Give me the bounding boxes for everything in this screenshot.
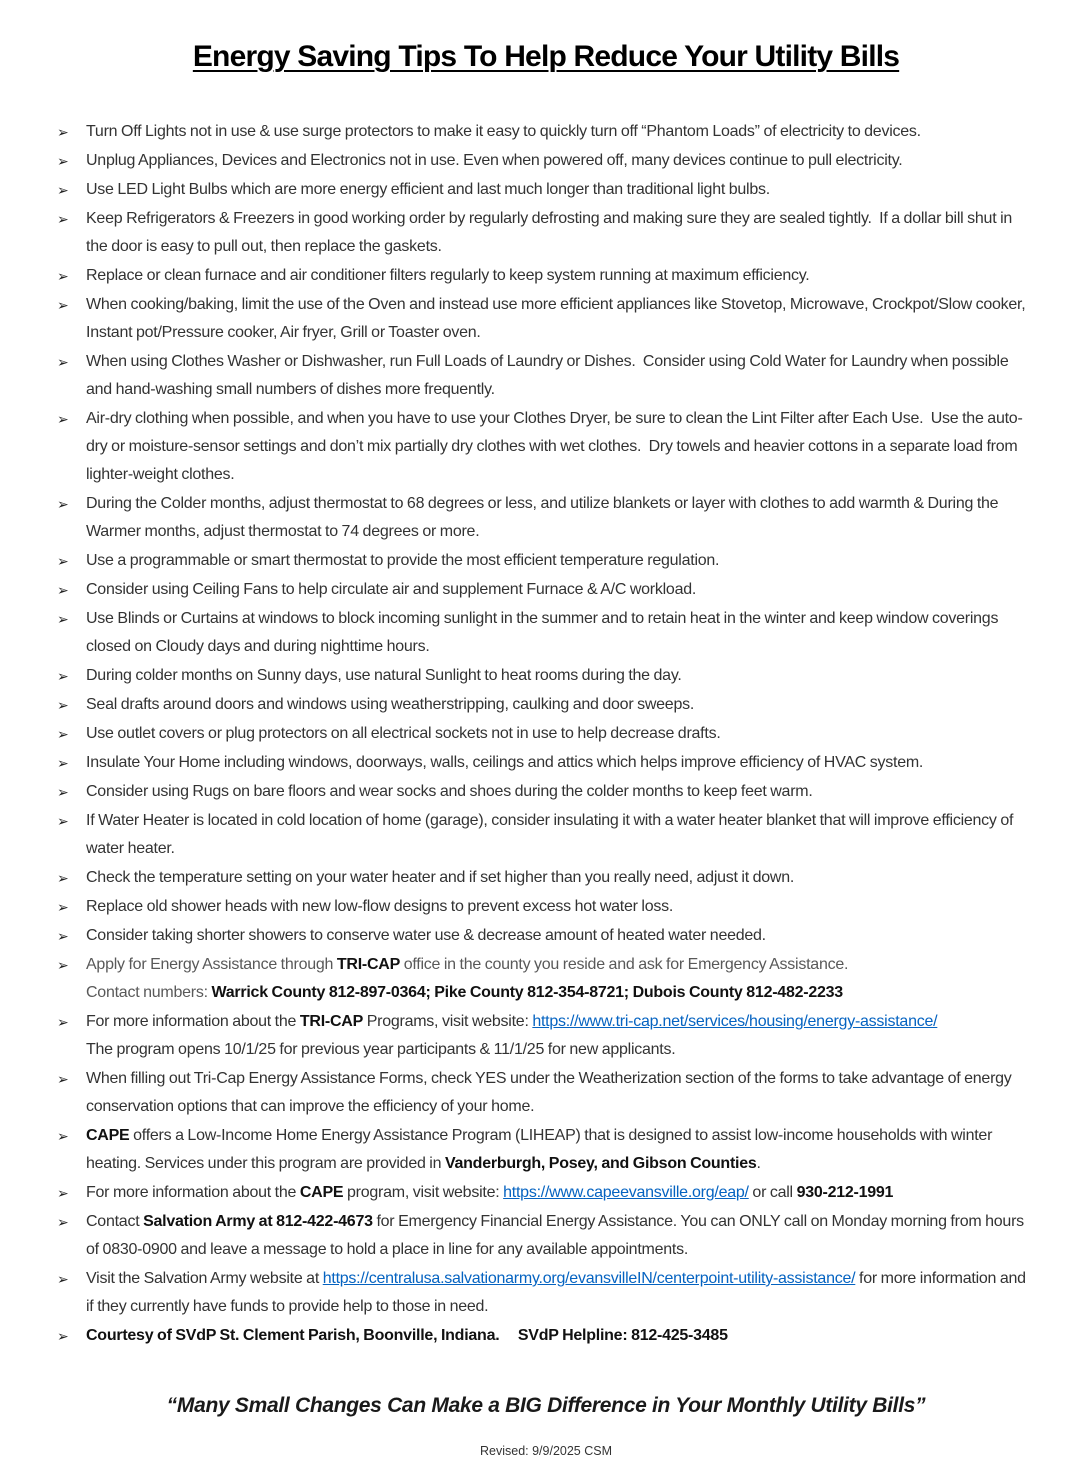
list-item-text [86, 696, 694, 713]
arrow-bullet-icon: ➢ [57, 755, 69, 771]
text-run: Use Blinds or Curtains at windows to block incoming sunlight in the summer and to retain heat in the winter and keep window coverings closed on Cloudy days and during nighttime hours. [86, 610, 999, 655]
hyperlink[interactable]: https://www.capeevansville.org/eap/ [503, 1184, 749, 1201]
bold-text: Salvation Army at 812-422-4673 [143, 1213, 373, 1230]
text-run: When using Clothes Washer or Dishwasher, run Full Loads of Laundry or Dishes. Consider using Cold Water for Laundry when possible and hand-washing small numbers of dishes more frequently. [86, 353, 1009, 398]
list-item-text [86, 812, 1013, 857]
text-run: For more information about the [86, 1013, 300, 1030]
text-run: or call [748, 1184, 797, 1201]
list-item [56, 1322, 1036, 1350]
text-run: Apply for Energy Assistance through [86, 956, 337, 973]
list-item-text [86, 956, 848, 1001]
text-run: for more information and if they currently have funds to provide help to those in need. [86, 1270, 1026, 1315]
list-item-text [86, 1013, 937, 1058]
text-run: When cooking/baking, limit the use of the Oven and instead use more efficient appliances like Stovetop, Microwave, Crockpot/Slow cooker, Instant pot/Pressure cooker, Air fryer, Grill or Toaster oven. [86, 296, 1026, 341]
text-run: Contact numbers: [86, 984, 212, 1001]
arrow-bullet-icon: ➢ [57, 870, 69, 886]
arrow-bullet-icon: ➢ [57, 1214, 69, 1230]
arrow-bullet-icon: ➢ [57, 1271, 69, 1287]
arrow-bullet-icon: ➢ [57, 1071, 69, 1087]
text-run: Consider using Rugs on bare floors and wear socks and shoes during the colder months to keep feet warm. [86, 783, 813, 800]
arrow-bullet-icon: ➢ [57, 124, 69, 140]
arrow-bullet-icon: ➢ [57, 697, 69, 713]
text-run: Contact [86, 1213, 144, 1230]
list-item-text [86, 581, 696, 598]
text-run: When filling out Tri-Cap Energy Assistance Forms, check YES under the Weatherization section of the forms to take advantage of energy conservation options that can improve the efficiency of your home. [86, 1070, 1012, 1115]
bold-text: Vanderburgh, Posey, and Gibson Counties [444, 1155, 757, 1172]
bold-text: 930-212-1991 [796, 1184, 894, 1201]
list-item-text [86, 1184, 893, 1201]
list-item-text [86, 410, 1023, 483]
text-run: Use outlet covers or plug protectors on all electrical sockets not in use to help decrease drafts. [86, 725, 721, 742]
list-item-text [86, 296, 1025, 341]
list-item-text [86, 552, 719, 569]
list-item-text [86, 869, 794, 886]
bold-text: TRI-CAP [336, 956, 401, 973]
text-run: office in the county you reside and ask for Emergency Assistance. [400, 956, 849, 973]
arrow-bullet-icon: ➢ [57, 268, 69, 284]
list-item [56, 1008, 1036, 1064]
arrow-bullet-icon: ➢ [57, 153, 69, 169]
list-item-text [86, 267, 810, 284]
bold-text: CAPE [86, 1127, 130, 1144]
bold-text: Courtesy of SVdP St. Clement Parish, Boonville, Indiana. SVdP Helpline: 812-425-3485 [86, 1327, 728, 1344]
list-item [56, 605, 1036, 661]
text-run: program, visit website: [343, 1184, 504, 1201]
arrow-bullet-icon: ➢ [57, 1328, 69, 1344]
list-item-text [86, 210, 1012, 255]
list-item [56, 749, 1036, 777]
text-run: for Emergency Financial Energy Assistance. You can ONLY call on Monday morning from hours of 0830-0900 and leave a message to hold a place in line for any available appointments. [86, 1213, 1024, 1258]
list-item [56, 262, 1036, 290]
arrow-bullet-icon: ➢ [57, 784, 69, 800]
list-item [56, 893, 1036, 921]
text-run: Keep Refrigerators & Freezers in good working order by regularly defrosting and making sure they are sealed tightly. If a dollar bill shut in the door is easy to pull out, then replace the gaskets. [86, 210, 1013, 255]
text-run: Air-dry clothing when possible, and when you have to use your Clothes Dryer, be sure to clean the Lint Filter after Each Use. Use the auto-dry or moisture-sensor settings and don’t mix partially dry clothes with wet clothes. Dry towels and heavier cottons in a separate load from lighter-weight clothes. [86, 410, 1023, 483]
text-run: Turn Off Lights not in use & use surge protectors to make it easy to quickly turn off “Phantom Loads” of electricity to devices. [86, 123, 921, 140]
list-item [56, 1065, 1036, 1121]
list-item [56, 348, 1036, 404]
list-item-text [86, 667, 682, 684]
list-item [56, 176, 1036, 204]
list-item-text [86, 927, 766, 944]
list-item [56, 490, 1036, 546]
list-item [56, 118, 1036, 146]
text-run: Check the temperature setting on your water heater and if set higher than you really need, adjust it down. [86, 869, 795, 886]
arrow-bullet-icon: ➢ [57, 182, 69, 198]
list-item [56, 951, 1036, 1007]
arrow-bullet-icon: ➢ [57, 297, 69, 313]
text-run: For more information about the [86, 1184, 300, 1201]
arrow-bullet-icon: ➢ [57, 611, 69, 627]
arrow-bullet-icon: ➢ [57, 496, 69, 512]
text-run: Insulate Your Home including windows, doorways, walls, ceilings and attics which helps improve efficiency of HVAC system. [86, 754, 924, 771]
tips-list [56, 118, 1036, 1350]
arrow-bullet-icon: ➢ [57, 1014, 69, 1030]
text-run: Consider taking shorter showers to conserve water use & decrease amount of heated water needed. [86, 927, 766, 944]
list-item [56, 1122, 1036, 1178]
arrow-bullet-icon: ➢ [57, 1128, 69, 1144]
list-item-text [86, 152, 903, 169]
bold-text: Warrick County 812-897-0364; Pike County 812-354-8721; Dubois County 812-482-2233 [211, 984, 843, 1001]
list-item [56, 147, 1036, 175]
list-item [56, 1179, 1036, 1207]
list-item-text [86, 783, 813, 800]
list-item [56, 547, 1036, 575]
footer-quote: “Many Small Changes Can Make a BIG Difference in Your Monthly Utility Bills” [166, 1394, 926, 1417]
list-item [56, 691, 1036, 719]
arrow-bullet-icon: ➢ [57, 411, 69, 427]
text-run: Seal drafts around doors and windows using weatherstripping, caulking and door sweeps. [86, 696, 695, 713]
arrow-bullet-icon: ➢ [57, 668, 69, 684]
text-run: Visit the Salvation Army website at [86, 1270, 323, 1287]
page-title: Energy Saving Tips To Help Reduce Your Utility Bills [192, 40, 900, 73]
arrow-bullet-icon: ➢ [57, 726, 69, 742]
list-item-text [86, 754, 923, 771]
list-item-text [86, 1327, 728, 1344]
list-item [56, 720, 1036, 748]
list-item [56, 864, 1036, 892]
text-run: . [756, 1155, 761, 1172]
list-item [56, 922, 1036, 950]
list-item [56, 205, 1036, 261]
arrow-bullet-icon: ➢ [57, 957, 69, 973]
revision-note: Revised: 9/9/2025 CSM [479, 1444, 612, 1458]
arrow-bullet-icon: ➢ [57, 582, 69, 598]
list-item-text [86, 1070, 1012, 1115]
arrow-bullet-icon: ➢ [57, 211, 69, 227]
text-run: offers a Low-Income Home Energy Assistance Program (LIHEAP) that is designed to assist low-income households with winter heating. Services under this program are provided in [86, 1127, 993, 1172]
list-item [56, 807, 1036, 863]
list-item-text [86, 353, 1009, 398]
text-run: Unplug Appliances, Devices and Electronics not in use. Even when powered off, many devices continue to pull electricity. [86, 152, 903, 169]
list-item-text [86, 725, 721, 742]
list-item-text [86, 898, 673, 915]
list-item [56, 291, 1036, 347]
text-run: Consider using Ceiling Fans to help circulate air and supplement Furnace & A/C workload. [86, 581, 697, 598]
list-item-text [86, 1213, 1024, 1258]
text-run: Programs, visit website: [363, 1013, 533, 1030]
arrow-bullet-icon: ➢ [57, 813, 69, 829]
text-run: During the Colder months, adjust thermostat to 68 degrees or less, and utilize blankets or layer with clothes to add warmth & During the Warmer months, adjust thermostat to 74 degrees or more. [86, 495, 999, 540]
arrow-bullet-icon: ➢ [57, 899, 69, 915]
text-run: Replace old shower heads with new low-flow designs to prevent excess hot water loss. [86, 898, 674, 915]
list-item-text [86, 123, 921, 140]
arrow-bullet-icon: ➢ [57, 553, 69, 569]
list-item [56, 405, 1036, 489]
bold-text: TRI-CAP [299, 1013, 363, 1030]
hyperlink[interactable]: https://centralusa.salvationarmy.org/evansvilleIN/centerpoint-utility-assistance/ [322, 1270, 856, 1287]
text-run: During colder months on Sunny days, use natural Sunlight to heat rooms during the day. [86, 667, 682, 684]
text-run: Use a programmable or smart thermostat to provide the most efficient temperature regulation. [86, 552, 720, 569]
text-run: Use LED Light Bulbs which are more energy efficient and last much longer than traditional light bulbs. [86, 181, 770, 198]
list-item-text [86, 610, 998, 655]
list-item-text [86, 495, 998, 540]
list-item [56, 576, 1036, 604]
list-item [56, 1208, 1036, 1264]
list-item-text [86, 181, 770, 198]
text-run: The program opens 10/1/25 for previous year participants & 11/1/25 for new applicants. [86, 1041, 676, 1058]
arrow-bullet-icon: ➢ [57, 1185, 69, 1201]
arrow-bullet-icon: ➢ [57, 928, 69, 944]
list-item-text [86, 1270, 1026, 1315]
bold-text: CAPE [299, 1184, 344, 1201]
list-item [56, 662, 1036, 690]
list-item [56, 1265, 1036, 1321]
list-item [56, 778, 1036, 806]
text-run: If Water Heater is located in cold location of home (garage), consider insulating it with a water heater blanket that will improve efficiency of water heater. [86, 812, 1014, 857]
arrow-bullet-icon: ➢ [57, 354, 69, 370]
hyperlink[interactable]: https://www.tri-cap.net/services/housing/energy-assistance/ [532, 1013, 938, 1030]
list-item-text [86, 1127, 992, 1172]
text-run: Replace or clean furnace and air conditioner filters regularly to keep system running at maximum efficiency. [86, 267, 810, 284]
